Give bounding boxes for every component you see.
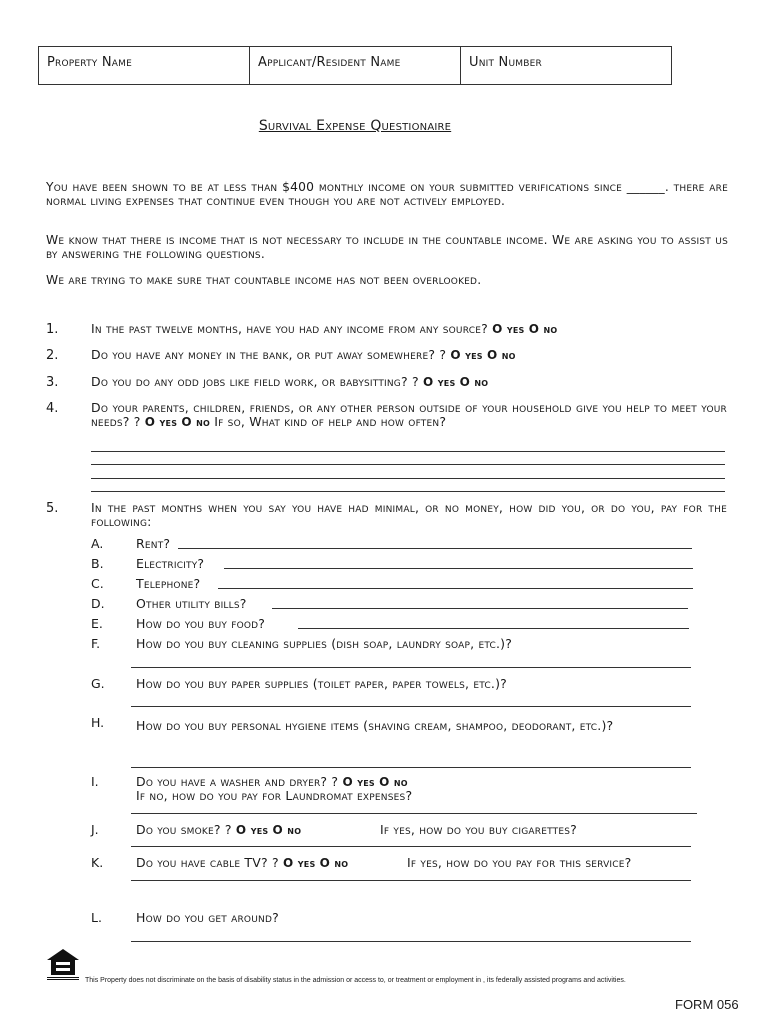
sub-item-followup: If yes, how do you buy cigarettes? xyxy=(380,822,577,837)
question-number: 5. xyxy=(46,501,59,516)
unit-number-label: Unit Number xyxy=(469,55,542,70)
non-discrimination-disclaimer: This Property does not discriminate on the basis of disability status in the admission or access to, or treatment or employment in , its federally assisted programs and activities. xyxy=(85,977,626,984)
sub-item-followup: If no, how do you pay for Laundromat expenses? xyxy=(136,788,413,803)
no-option[interactable]: O no xyxy=(272,823,302,837)
question-2 xyxy=(91,348,727,363)
sub-item-j xyxy=(136,822,301,837)
equal-housing-opportunity-icon xyxy=(46,948,80,982)
sub-item-letter: I. xyxy=(91,774,99,789)
unit-number-field[interactable] xyxy=(461,47,671,84)
sub-item-text: How do you buy personal hygiene items (shaving cream, shampoo, deodorant, etc.)? xyxy=(136,718,614,733)
no-option[interactable]: O no xyxy=(459,375,489,389)
sub-item-letter: E. xyxy=(91,616,103,631)
intro-paragraph-1: You have been shown to be at less than $400 monthly income on your submitted verifications since ______. there are normal living expenses that continue even though you are not actively employed. xyxy=(46,180,728,208)
question-text: Do you have any money in the bank, or put away somewhere? ? xyxy=(91,347,447,362)
question-number: 2. xyxy=(46,348,59,363)
no-option[interactable]: O no xyxy=(379,775,408,789)
sub-item-followup: If yes, how do you pay for this service? xyxy=(407,855,632,870)
header-table xyxy=(38,46,672,85)
sub-item-letter: A. xyxy=(91,536,104,551)
question-followup: If so, What kind of help and how often? xyxy=(214,413,447,429)
answer-line[interactable] xyxy=(131,846,691,847)
answer-line[interactable] xyxy=(91,491,725,492)
no-option[interactable]: O no xyxy=(528,322,558,336)
answer-line[interactable] xyxy=(178,548,692,549)
sub-item-letter: G. xyxy=(91,676,105,691)
yes-option[interactable]: O yes xyxy=(450,348,483,362)
sub-item-i xyxy=(136,774,408,789)
sub-item-letter: C. xyxy=(91,576,104,591)
property-name-field[interactable] xyxy=(39,47,250,84)
intro-paragraph-2: We know that there is income that is not necessary to include in the countable income. We are asking you to assist us by answering the following questions. xyxy=(46,233,728,261)
form-number: FORM 056 xyxy=(675,997,739,1012)
sub-item-text: How do you buy cleaning supplies (dish soap, laundry soap, etc.)? xyxy=(136,636,513,651)
yes-option[interactable]: O yes xyxy=(235,823,269,837)
sub-item-text: Do you smoke? ? xyxy=(136,822,232,837)
sub-item-letter: L. xyxy=(91,910,102,925)
sub-item-letter: D. xyxy=(91,596,105,611)
sub-item-text: Electricity? xyxy=(136,556,205,571)
sub-item-letter: K. xyxy=(91,855,104,870)
no-option[interactable]: O no xyxy=(319,856,349,870)
question-text: In the past twelve months, have you had any income from any source? xyxy=(91,321,488,336)
answer-line[interactable] xyxy=(131,941,691,942)
answer-line[interactable] xyxy=(218,588,693,589)
question-3 xyxy=(91,375,727,390)
applicant-name-field[interactable] xyxy=(250,47,461,84)
answer-line[interactable] xyxy=(131,667,691,668)
no-option[interactable]: O no xyxy=(181,414,211,429)
intro-paragraph-3: We are trying to make sure that countable income has not been overlooked. xyxy=(46,273,482,287)
sub-item-text: How do you buy food? xyxy=(136,616,266,631)
property-name-label: Property Name xyxy=(47,55,132,70)
yes-option[interactable]: O yes xyxy=(283,856,316,870)
answer-line[interactable] xyxy=(131,880,691,881)
question-number: 1. xyxy=(46,322,59,337)
question-text: Do you do any odd jobs like field work, or babysitting? ? xyxy=(91,374,419,389)
answer-line[interactable] xyxy=(131,767,691,768)
sub-item-letter: H. xyxy=(91,715,105,730)
page-title: Survival Expense Questionaire xyxy=(258,118,452,134)
sub-item-text: Telephone? xyxy=(136,576,201,591)
sub-item-text: Rent? xyxy=(136,536,171,551)
question-4 xyxy=(91,401,727,429)
no-option[interactable]: O no xyxy=(486,348,516,362)
answer-line[interactable] xyxy=(131,813,697,814)
answer-line[interactable] xyxy=(131,706,691,707)
answer-line[interactable] xyxy=(272,608,688,609)
question-text: Do your parents, children, friends, or any other person outside of your household give you help to meet your needs? ? xyxy=(91,400,727,429)
sub-item-letter: F. xyxy=(91,636,101,651)
sub-item-letter: J. xyxy=(91,822,99,837)
applicant-name-label: Applicant/Resident Name xyxy=(258,55,401,70)
answer-line[interactable] xyxy=(298,628,689,629)
question-number: 4. xyxy=(46,401,59,416)
sub-item-text: How do you get around? xyxy=(136,910,279,925)
answer-line[interactable] xyxy=(91,451,725,452)
sub-item-text: Do you have a washer and dryer? ? xyxy=(136,774,339,789)
yes-option[interactable]: O yes xyxy=(144,414,178,429)
answer-line[interactable] xyxy=(91,464,725,465)
question-number: 3. xyxy=(46,375,59,390)
sub-item-text: How do you buy paper supplies (toilet paper, paper towels, etc.)? xyxy=(136,676,507,691)
sub-item-letter: B. xyxy=(91,556,104,571)
yes-option[interactable]: O yes xyxy=(342,775,375,789)
question-5: In the past months when you say you have had minimal, or no money, how did you, or do you, pay for the following: xyxy=(91,500,727,529)
sub-item-k xyxy=(136,855,348,870)
answer-line[interactable] xyxy=(224,568,693,569)
yes-option[interactable]: O yes xyxy=(423,375,456,389)
sub-item-text: Other utility bills? xyxy=(136,596,247,611)
question-1 xyxy=(91,322,727,337)
sub-item-text: Do you have cable TV? ? xyxy=(136,855,279,870)
answer-line[interactable] xyxy=(91,478,725,479)
yes-option[interactable]: O yes xyxy=(492,322,525,336)
